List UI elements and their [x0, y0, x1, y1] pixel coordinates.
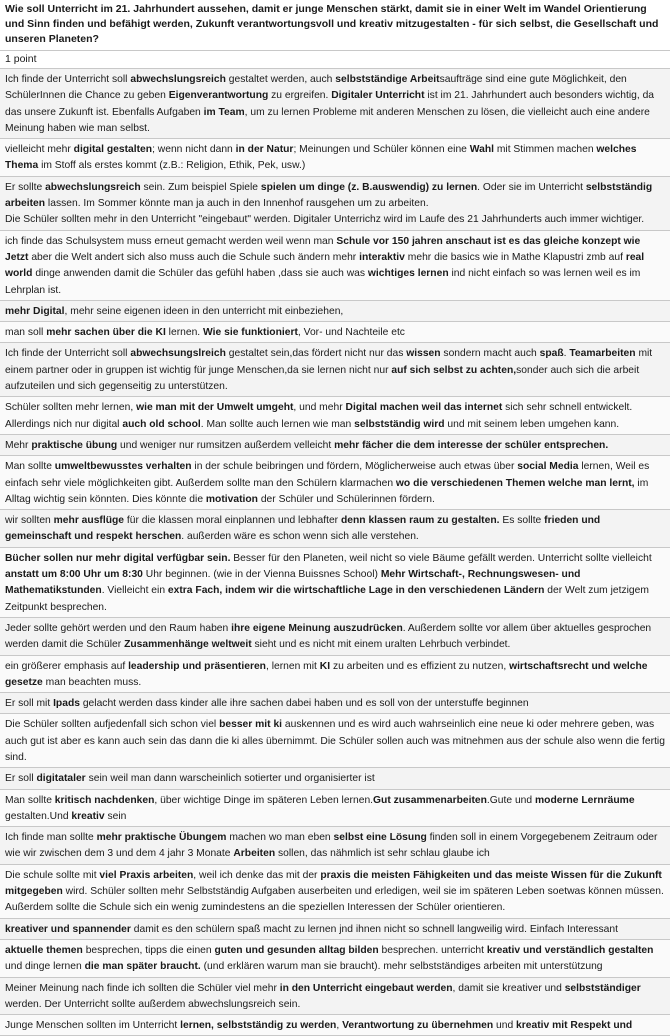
response-row [0, 435, 670, 456]
highlighted-text: kreativ mit Respekt und [516, 1020, 633, 1032]
response-text: saufträge sind eine gute Möglichkeit, den SchülerInnen die Chance zu geben [5, 74, 627, 102]
response-row [0, 768, 670, 789]
response-text: aber die Welt andert sich also muss auch die Schule such ändern mehr [28, 251, 360, 263]
highlighted-text: extra Fach, indem wir die wirtschaftliche Lage in den verschiedenen Ländern [167, 585, 545, 597]
response-text: .Gute und [486, 794, 535, 806]
highlighted-text: real world [5, 251, 645, 280]
highlighted-text: mehr praktische Übungem [96, 832, 227, 844]
response-row [0, 656, 670, 694]
response-row [0, 397, 670, 435]
response-text: Besser für den Planeten, weil nicht so viele Bäume gefällt werden. Unterricht sollte vielleicht [230, 552, 652, 564]
response-text: mit Stimmen machen [493, 144, 597, 156]
response-text: gestaltet sein,das fördert nicht nur das [225, 348, 407, 360]
response-text: Die Schüler sollten mehr in den Unterricht "eingebaut" werden. Digitaler Unterrichz wird im Laufe des 21 Jahrhunderts auch immer wichtiger. [5, 214, 645, 226]
response-text: Ich finde der Unterricht soll [5, 348, 131, 360]
response-text: , damit sie kreativer und [452, 982, 565, 994]
highlighted-text: mehr Digital [5, 305, 65, 317]
response-text: , und mehr [293, 402, 346, 414]
highlighted-text: abwechslungsreich [130, 74, 226, 85]
highlighted-text: selbstständig arbeiten [5, 181, 653, 210]
response-text: man soll [5, 327, 47, 339]
highlighted-text: auch old school [122, 418, 201, 430]
highlighted-text: auf sich selbst zu achten, [391, 364, 517, 376]
response-text: Er soll [5, 773, 37, 785]
response-row [0, 865, 670, 919]
response-row [0, 177, 670, 231]
response-text: sich sehr schnell entwickelt. Allerdings nich nur digital [5, 402, 633, 430]
points-label: 1 point [0, 51, 670, 69]
response-text: , über wichtige Dinge im späteren Leben lernen. [154, 794, 374, 806]
response-text: lassen. Im Sommer könnte man ja auch in den Innenhof rausgehen um zu arbeiten. [45, 198, 429, 210]
highlighted-text: besser mit ki [219, 719, 283, 731]
response-text: . Man sollte auch lernen wie man [200, 418, 355, 430]
highlighted-text: welches Thema [5, 144, 637, 172]
highlighted-text: im Team [203, 106, 245, 118]
response-row [0, 343, 670, 397]
response-text: Ich finde man sollte [5, 832, 97, 844]
response-text: vielleicht mehr [5, 144, 74, 156]
highlighted-text: umweltbewusstes verhalten [54, 461, 192, 473]
highlighted-text: wirtschaftsrecht und welche gesetze [5, 660, 648, 688]
response-text: man beachten muss. [42, 676, 142, 688]
response-text: . Vielleicht ein [101, 585, 168, 597]
response-text: zu ergreifen. [268, 90, 332, 102]
highlighted-text: wissen [406, 348, 441, 360]
response-text: Schüler sollten mehr lernen, [5, 402, 137, 414]
highlighted-text: Zusammenhänge weltweit [124, 639, 252, 651]
response-text: im Alltag wichtig sein könnten. Dies könnte die [5, 477, 649, 505]
response-text: der Schüler und Schülerinnen fördern. [257, 493, 435, 505]
highlighted-text: Digitaler Unterricht [331, 90, 425, 102]
highlighted-text: selbstständiger [564, 982, 641, 994]
response-row [0, 978, 670, 1016]
highlighted-text: Wahl [469, 144, 494, 156]
response-text: (und erklären warum man sie braucht). mehr selbstständiges arbeiten mit unterstützung [200, 961, 603, 973]
highlighted-text: motivation [205, 493, 258, 505]
highlighted-text: Eigenverantwortung [168, 90, 269, 102]
response-text: besprechen, tipps die einen [82, 944, 215, 956]
response-text: Er sollte [5, 181, 46, 193]
highlighted-text: digital gestalten [73, 144, 153, 156]
response-text: Junge Menschen sollten im Unterricht [5, 1020, 181, 1032]
response-text: sondern macht auch [440, 348, 540, 360]
response-text: ich finde das Schulsystem muss erneut gemacht werden weil wenn man [5, 235, 337, 247]
response-text: sein [104, 810, 127, 822]
response-text: sonder auch sich die arbeit aufzuteilen und sich gegenseitig zu unterstützen. [5, 364, 640, 393]
highlighted-text: spielen um dinge (z. B.auswendig) zu lernen [260, 181, 478, 193]
highlighted-text: mehr ausflüge [53, 515, 125, 527]
response-row [0, 940, 670, 978]
response-row [0, 618, 670, 656]
highlighted-text: kritisch nachdenken [54, 794, 155, 806]
response-row [0, 510, 670, 548]
response-text: in der schule beibringen und fördern, Möglicherweise auch etwas über [191, 461, 518, 473]
highlighted-text: selbstständige Arbeit [335, 74, 440, 85]
response-text: Mehr [5, 439, 32, 451]
question-header: Wie soll Unterricht im 21. Jahrhundert aussehen, damit er junge Menschen stärkt, damit sie in einer Welt im Wandel Orientierung und Sinn finden und befähigt werden, Zukunft verantwortungsvoll und kreativ mitzugestalten - für sich selbst, die Gesellschaft und unseren Planeten? [0, 0, 670, 51]
response-text: Jeder sollte gehört werden und den Raum haben [5, 622, 232, 634]
response-row [0, 231, 670, 301]
highlighted-text: Schule vor 150 jahren anschaut ist es das gleiche konzept wie Jetzt [5, 235, 641, 263]
response-text: dinge anwenden damit die Schüler das gefühl haben ,dass sie auch was [32, 268, 368, 280]
response-text: und mit seinem leben umgehen kann. [444, 418, 620, 430]
response-text: damit es den schülern spaß macht zu lernen jnd ihnen nicht so schnell langweilig wird. Einfach Interessant [130, 923, 618, 935]
highlighted-text: interaktiv [359, 251, 405, 263]
highlighted-text: kreativer und spannender [5, 923, 131, 935]
response-row [0, 919, 670, 940]
response-text: mehr die basics wie in Mathe Klapustri zmb auf [404, 251, 626, 263]
highlighted-text: Wie sie funktioniert [203, 327, 298, 339]
response-text: Man sollte [5, 461, 55, 473]
response-row [0, 693, 670, 714]
response-text: . außerden wäre es schon wenn sich alle verstehen. [181, 531, 419, 543]
highlighted-text: digitataler [36, 773, 86, 785]
highlighted-text: Arbeiten [233, 848, 276, 860]
response-list [0, 69, 670, 1036]
highlighted-text: in den Unterricht eingebaut werden [279, 982, 453, 994]
highlighted-text: Mehr Wirtschaft-, Rechnungswesen- und Mathematikstunden [5, 569, 581, 597]
response-text: lernen. [165, 327, 204, 339]
highlighted-text: viel Praxis arbeiten [99, 869, 194, 881]
response-text: , weil ich denke das mit der [193, 869, 321, 881]
response-text: gelacht werden dass kinder alle ihre sachen dabei haben und es soll von der unterstuffe beginnen [79, 698, 529, 710]
response-text: , Vor- und Nachteile etc [297, 327, 405, 339]
highlighted-text: KI [319, 660, 331, 672]
highlighted-text: praxis die meisten Fähigkeiten und das meiste Wissen für die Zukunft mitgegeben [5, 869, 662, 898]
response-text: lernen, Weil es einfach sehr viele möglichkeiten gibt. Außerdem sollte man den Schülern klarmachen [5, 461, 650, 489]
response-text: besprechen. unterricht [378, 944, 487, 956]
response-row [0, 790, 670, 828]
highlighted-text: mehr fächer die dem interesse der schüler entsprechen. [334, 439, 609, 451]
response-text: . Oder sie im Unterricht [477, 181, 586, 193]
response-text: sieht und es nicht mit einem uralten Lehrbuch verbindet. [251, 639, 511, 651]
highlighted-text: ihre eigene Meinung auszudrücken [231, 622, 403, 634]
highlighted-text: kreativ und verständlich gestalten [486, 944, 654, 956]
response-text: ; Meinungen und Schüler können eine [293, 144, 470, 156]
highlighted-text: Digital machen weil das internet [345, 402, 503, 414]
response-text: Es sollte [499, 515, 545, 527]
highlighted-text: spaß [539, 348, 564, 360]
highlighted-text: lernen, selbstständig zu werden [180, 1020, 337, 1032]
response-text: ein größerer emphasis auf [5, 660, 129, 672]
response-text: Man sollte [5, 794, 55, 806]
response-text: der Welt zum jetzigem Zeitpunkt besprechen. [5, 585, 649, 613]
highlighted-text: social Media [517, 461, 579, 473]
response-text: machen wo man eben [226, 832, 334, 844]
response-text: Uhr beginnen. (wie in der Vienna Buissnes School) [142, 569, 381, 581]
highlighted-text: moderne Lernräume [535, 794, 635, 806]
response-text: wird. Schüler sollten mehr Selbstständig Aufgaben auserbeiten und erledigen, weil sie im späteren Leben soetwas können müssen. Außerdem sollte die Schule sich ein wenig zumindestens an die speziellen Interessen der Schüler orientieren. [5, 886, 664, 914]
highlighted-text: abwechsungslreich [130, 348, 226, 360]
response-text: im Stoff als erstes kommt (z.B.: Religion, Ethik, Pek, usw.) [38, 160, 306, 172]
response-text: Die schule sollte mit [5, 869, 100, 881]
highlighted-text: frieden und gemeinschaft und respekt herschen [5, 515, 601, 543]
highlighted-text: Teamarbeiten [569, 348, 636, 360]
response-row [0, 714, 670, 768]
response-text: wir sollten [5, 515, 54, 527]
highlighted-text: wichtiges lernen [367, 268, 449, 280]
response-text: auskennen und es wird auch wahrseinlich eine neue ki oder mehrere geben, was auch gut ist aber es kann auch sein das dann die ki alles übernimmt. Die Schüler sollen auch was mitnehmen aus der schule also wenn die fertig sind. [5, 719, 665, 763]
response-text: für die klassen moral einplannen und lebhafter [124, 515, 341, 527]
response-text: zu arbeiten und es effizient zu nutzen, [330, 660, 510, 672]
highlighted-text: selbstständig wird [354, 418, 445, 430]
response-text: Ich finde der Unterricht soll [5, 74, 131, 85]
response-text: finden soll in einem Vorgegebenem Zeitraum oder wie wir zwischen dem 3 und dem 4 jahr 3 Monate [5, 832, 658, 860]
response-text: werden. Der Unterricht sollte außerdem abwechslungsreich sein. [5, 998, 301, 1010]
highlighted-text: aktuelle themen [5, 944, 83, 956]
response-text: gestaltet werden, auch [225, 74, 336, 85]
response-row [0, 827, 670, 865]
response-row [0, 548, 670, 618]
highlighted-text: in der Natur [235, 144, 294, 156]
response-text: mit einem partner oder in gruppen ist wichtig für junge Menschen,da sie lernen nicht nur [5, 348, 653, 376]
response-text: ind nicht einfach so was lernen weil es im Lehrplan ist. [5, 268, 641, 296]
highlighted-text: wo die verschiedenen Themen welche man lernt, [395, 477, 635, 489]
response-text: , um zu lernen Probleme mit anderen Menschen zu lösen, die vielleicht auch eine andere Meinung haben wie man selbst. [5, 106, 650, 134]
response-text: und [493, 1020, 517, 1032]
response-text: gestalten.Und [5, 810, 72, 822]
response-row [0, 1015, 670, 1036]
highlighted-text: denn klassen raum zu gestalten. [340, 515, 500, 527]
response-text: , lernen mit [265, 660, 320, 672]
response-text: sein. Zum beispiel Spiele [140, 181, 261, 193]
response-row [0, 301, 670, 322]
highlighted-text: Ipads [53, 698, 80, 710]
response-text: Die Schüler sollten aufjedenfall sich schon viel [5, 719, 220, 731]
highlighted-text: Bücher sollen nur mehr digital verfügbar sein. [5, 552, 231, 564]
response-text: Er soll mit [5, 698, 54, 710]
highlighted-text: Verantwortung zu übernehmen [342, 1020, 494, 1032]
highlighted-text: Gut zusammenarbeiten [373, 794, 487, 806]
response-text: ist im 21. Jahrhundert auch besonders wichtig, da das unsere Zukunft ist. Ebenfalls Aufgaben [5, 90, 655, 118]
response-text: . Außerdem sollte vor allem über aktuelles gesprochen werden damit die Schüler [5, 622, 652, 651]
response-text: , [336, 1020, 343, 1032]
highlighted-text: anstatt um 8:00 Uhr um 8:30 [5, 569, 143, 581]
response-text: Meiner Meinung nach finde ich sollten die Schüler viel mehr [5, 982, 280, 994]
response-row [0, 456, 670, 510]
response-text: ; wenn nicht dann [152, 144, 236, 156]
response-text: sein weil man dann warscheinlich sotierter und organisierter ist [85, 773, 375, 785]
highlighted-text: abwechslungsreich [45, 181, 141, 193]
response-text: und dinge lernen [5, 961, 85, 973]
highlighted-text: kreativ [71, 810, 105, 822]
response-row [0, 322, 670, 343]
highlighted-text: praktische übung [31, 439, 118, 451]
response-text: . [563, 348, 570, 360]
highlighted-text: selbst eine Lösung [333, 832, 427, 844]
highlighted-text: guten und gesunden alltag bilden [214, 944, 379, 956]
highlighted-text: mehr sachen über die KI [46, 327, 166, 339]
highlighted-text: die man später braucht. [84, 961, 201, 973]
highlighted-text: leadership und präsentieren [128, 660, 266, 672]
response-row [0, 69, 670, 139]
response-text: sollen, das nähmlich ist sehr schlau glaube ich [275, 848, 490, 860]
response-text: und weniger nur rumsitzen außerdem velleicht [117, 439, 335, 451]
response-row [0, 139, 670, 177]
response-text: , mehr seine eigenen ideen in den unterricht mit einbeziehen, [64, 305, 344, 317]
highlighted-text: wie man mit der Umwelt umgeht [136, 402, 294, 414]
